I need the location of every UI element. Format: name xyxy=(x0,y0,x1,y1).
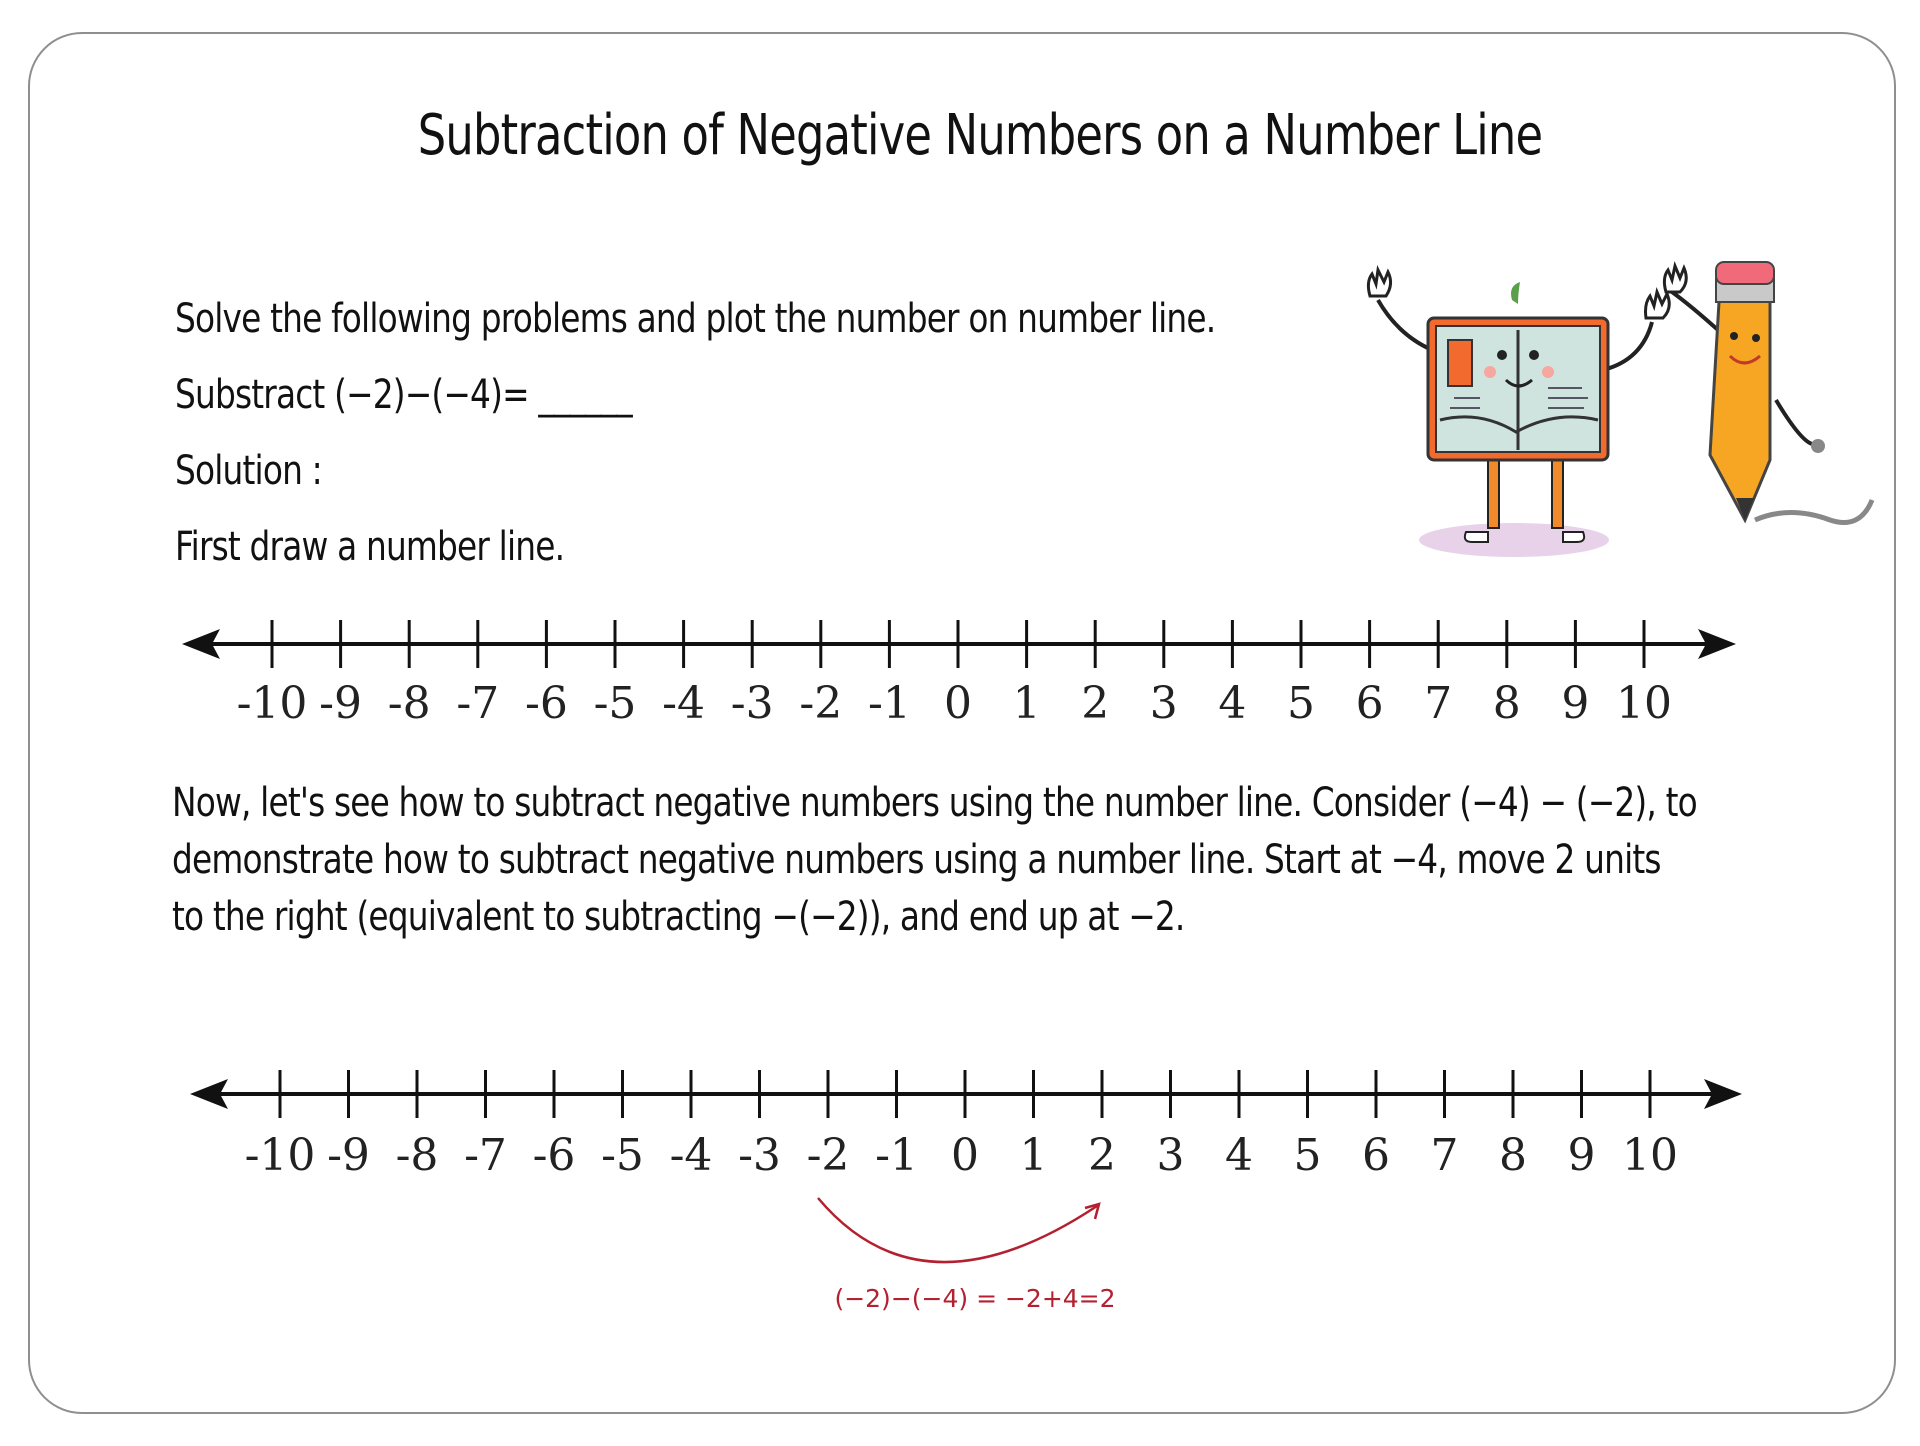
number-line-2-tick-label: 6 xyxy=(1362,1130,1390,1181)
number-line-2-tick-label: 1 xyxy=(1019,1130,1048,1181)
number-line-1-tick-label: -7 xyxy=(456,678,500,729)
jump-equation-label: (−2)−(−4) = −2+4=2 xyxy=(834,1284,1116,1313)
number-line-2 xyxy=(190,1070,1742,1181)
number-line-1-tick-label: 10 xyxy=(1616,678,1672,729)
number-line-1-tick-label: 6 xyxy=(1355,678,1384,729)
number-line-2-tick-label: -5 xyxy=(601,1130,644,1181)
step-text: First draw a number line. xyxy=(175,524,565,570)
number-line-2-tick-label: 7 xyxy=(1430,1130,1459,1181)
number-line-1-tick-label: -4 xyxy=(662,678,706,729)
number-line-1-tick-label: 3 xyxy=(1149,678,1178,729)
number-line-2-tick-label: 8 xyxy=(1499,1130,1527,1181)
number-line-2-tick-label: -7 xyxy=(464,1130,507,1181)
number-line-1-tick-label: -8 xyxy=(387,678,431,729)
number-line-2-tick-label: 3 xyxy=(1156,1130,1185,1181)
number-line-1-tick-label: 8 xyxy=(1492,678,1521,729)
instruction-text: Solve the following problems and plot the number on number line. xyxy=(175,296,1216,342)
explanation-line-3: to the right (equivalent to subtracting −(−2)), and end up at −2. xyxy=(172,894,1185,940)
solution-label: Solution : xyxy=(175,448,322,494)
number-line-1-tick-label: -1 xyxy=(867,678,911,729)
jump-arrow xyxy=(818,1198,1099,1262)
number-line-1-tick-label: 5 xyxy=(1287,678,1315,729)
number-line-2-tick-label: -3 xyxy=(738,1130,781,1181)
number-line-1-tick-label: -2 xyxy=(799,678,843,729)
number-line-2-tick-label: 10 xyxy=(1622,1130,1678,1181)
number-line-1-tick-label: 9 xyxy=(1561,678,1590,729)
number-line-1-tick-label: -5 xyxy=(593,678,637,729)
number-line-2-tick-label: -1 xyxy=(875,1130,918,1181)
number-line-2-tick-label: 5 xyxy=(1293,1130,1322,1181)
pencil-mascot-icon xyxy=(1664,262,1872,523)
book-mascot-icon xyxy=(1368,270,1669,557)
number-line-1-tick-label: -6 xyxy=(524,678,568,729)
number-line-1-tick-label: -3 xyxy=(730,678,774,729)
number-line-2-tick-label: 0 xyxy=(951,1130,979,1181)
number-line-2-tick-label: -2 xyxy=(806,1130,850,1181)
number-line-2-tick-label: 4 xyxy=(1225,1130,1253,1181)
number-line-1-tick-label: 0 xyxy=(944,678,972,729)
page-title: Subtraction of Negative Numbers on a Number Line xyxy=(417,103,1543,168)
number-line-1-tick-label: 1 xyxy=(1012,678,1041,729)
number-line-1-tick-label: 4 xyxy=(1218,678,1247,729)
number-line-2-tick-label: -6 xyxy=(532,1130,576,1181)
explanation-line-1: Now, let's see how to subtract negative numbers using the number line. Consider (−4) − (−2), to xyxy=(172,780,1697,826)
number-line-2-tick-label: 9 xyxy=(1567,1130,1596,1181)
number-line-2-tick-label: -4 xyxy=(669,1130,713,1181)
number-line-2-tick-label: -10 xyxy=(244,1130,316,1181)
explanation-line-2: demonstrate how to subtract negative numbers using a number line. Start at −4, move 2 units xyxy=(172,837,1661,883)
number-line-2-tick-label: -8 xyxy=(395,1130,439,1181)
number-line-2-tick-label: 2 xyxy=(1088,1130,1116,1181)
number-line-1 xyxy=(182,620,1736,729)
problem-text: Substract (−2)−(−4)= ______ xyxy=(175,372,632,418)
number-line-1-tick-label: 7 xyxy=(1424,678,1453,729)
number-line-1-tick-label: -9 xyxy=(319,678,363,729)
number-line-1-tick-label: 2 xyxy=(1081,678,1110,729)
number-line-2-tick-label: -9 xyxy=(327,1130,370,1181)
number-line-1-tick-label: -10 xyxy=(236,678,308,729)
